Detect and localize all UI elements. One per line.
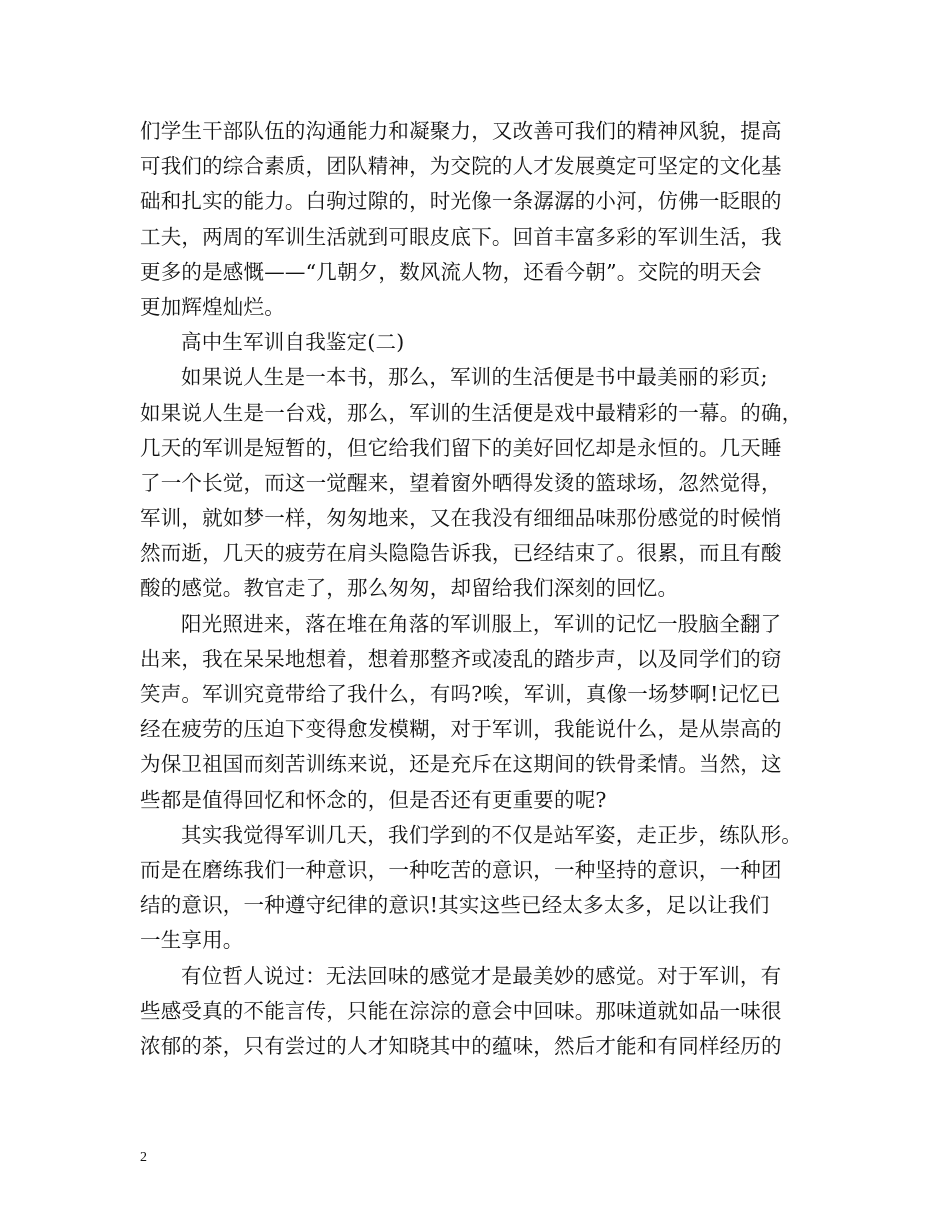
section-heading: 高中生军训自我鉴定(二) <box>181 330 405 355</box>
text-line: 们学生干部队伍的沟通能力和凝聚力，又改善可我们的精神风貌，提高 <box>140 119 782 143</box>
text-line: 然而逝，几天的疲劳在肩头隐隐告诉我，已经结束了。很累，而且有酸 <box>140 541 782 566</box>
text-line: 军训，就如梦一样，匆匆地来，又在我没有细细品味那份感觉的时候悄 <box>140 506 782 531</box>
text-line: 如果说人生是一本书，那么，军训的生活便是书中最美丽的彩页; <box>181 365 768 390</box>
text-line: 而是在磨练我们一种意识，一种吃苦的意识，一种坚持的意识，一种团 <box>140 857 782 882</box>
text-line: 酸的感觉。教官走了，那么匆匆，却留给我们深刻的回忆。 <box>140 576 679 601</box>
text-line: 工夫，两周的军训生活就到可眼皮底下。回首丰富多彩的军训生活，我 <box>140 224 782 249</box>
text-line: 几天的军训是短暂的，但它给我们留下的美好回忆却是永恒的。几天睡 <box>140 435 782 460</box>
text-line: 出来，我在呆呆地想着，想着那整齐或凌乱的踏步声，以及同学们的窃 <box>140 646 782 671</box>
text-line: 更多的是感慨——“几朝夕，数风流人物，还看今朝”。交院的明天会 <box>140 259 762 284</box>
text-line: 浓郁的茶，只有尝过的人才知晓其中的蕴味，然后才能和有同样经历的 <box>140 1033 782 1058</box>
text-line: 为保卫祖国而刻苦训练来说，还是充斥在这期间的铁骨柔情。当然，这 <box>140 752 782 777</box>
text-line: 可我们的综合素质，团队精神，为交院的人才发展奠定可坚定的文化基 <box>140 154 782 179</box>
text-line: 些都是值得回忆和怀念的，但是否还有更重要的呢? <box>140 787 607 812</box>
text-line: 经在疲劳的压迫下变得愈发模糊，对于军训，我能说什么，是从崇高的 <box>140 717 782 742</box>
text-line: 阳光照进来，落在堆在角落的军训服上，军训的记忆一股脑全翻了 <box>181 611 782 636</box>
page-number: 2 <box>140 1150 147 1165</box>
text-line: 结的意识，一种遵守纪律的意识!其实这些已经太多太多，足以让我们 <box>140 893 770 918</box>
text-line: 一生享用。 <box>140 928 244 953</box>
text-line: 更加辉煌灿烂。 <box>140 294 285 319</box>
text-line: 其实我觉得军训几天，我们学到的不仅是站军姿，走正步，练队形。 <box>181 822 802 847</box>
text-line: 笑声。军训究竟带给了我什么，有吗?唉，军训，真像一场梦啊!记忆已 <box>140 682 781 706</box>
text-line: 如果说人生是一台戏，那么，军训的生活便是戏中最精彩的一幕。的确， <box>140 400 803 425</box>
text-line: 础和扎实的能力。白驹过隙的，时光像一条潺潺的小河，仿佛一眨眼的 <box>140 189 782 214</box>
text-line: 了一个长觉，而这一觉醒来，望着窗外晒得发烫的篮球场，忽然觉得， <box>140 470 782 495</box>
body-text <box>140 114 830 1064</box>
text-line: 有位哲人说过：无法回味的感觉才是最美妙的感觉。对于军训，有 <box>181 963 782 988</box>
text-line: 些感受真的不能言传，只能在淙淙的意会中回味。那味道就如品一味很 <box>140 998 782 1023</box>
